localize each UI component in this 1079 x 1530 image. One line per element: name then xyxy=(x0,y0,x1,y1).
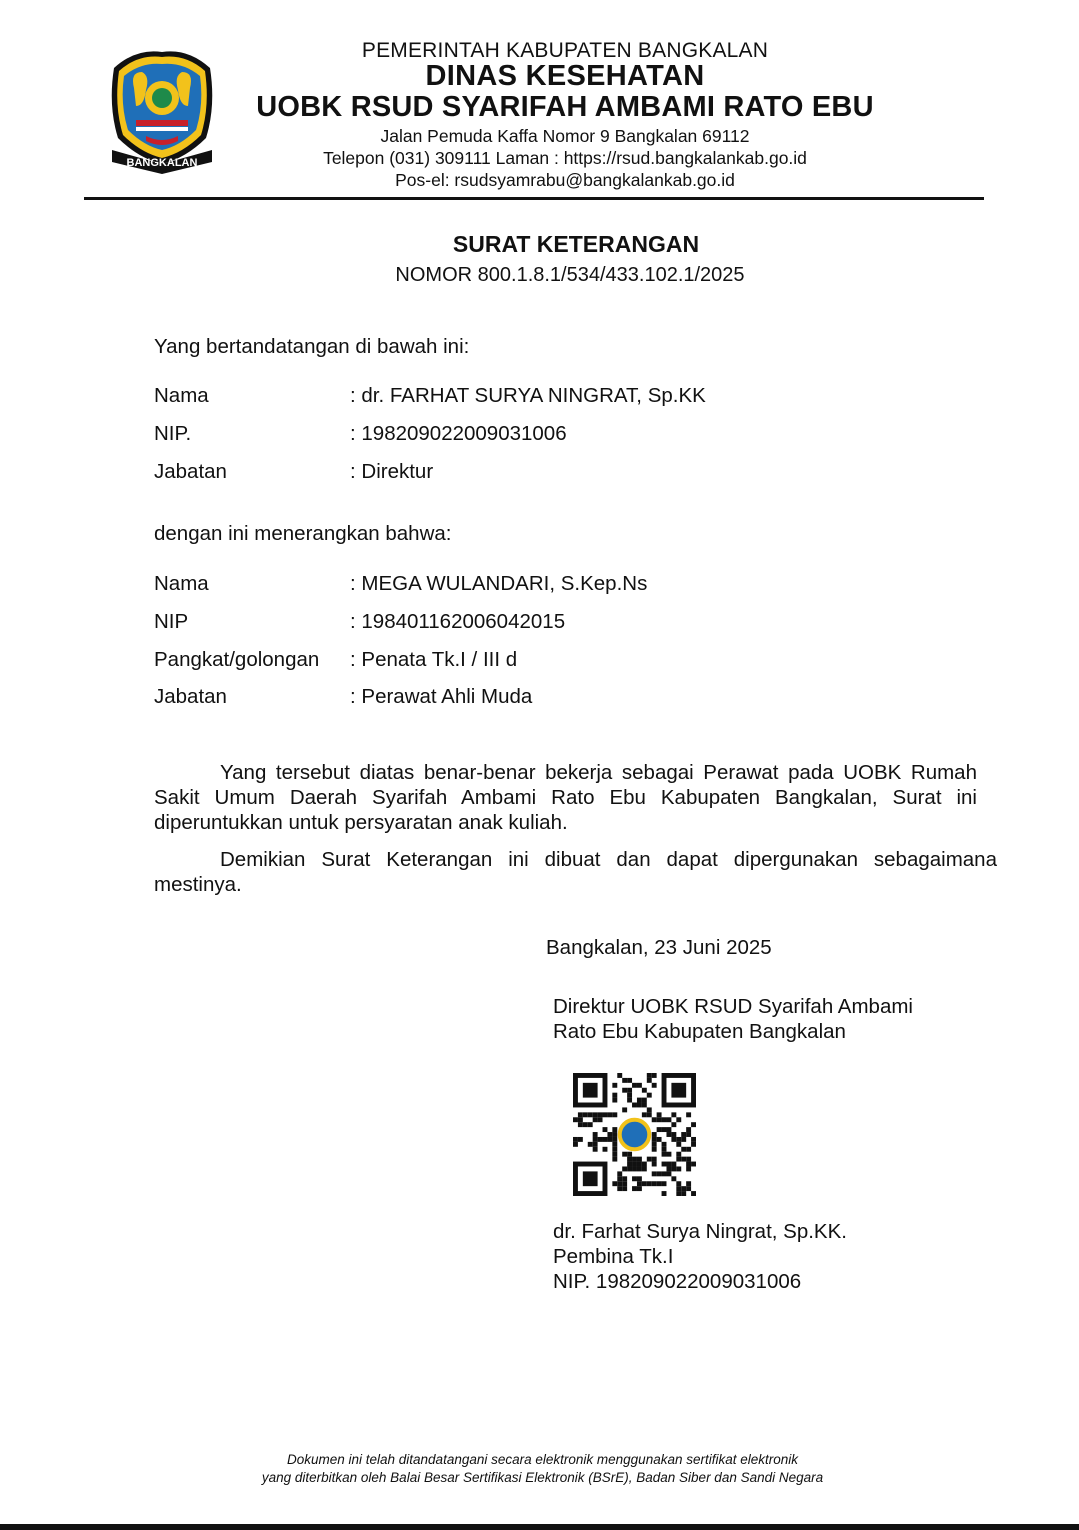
logo-text: BANGKALAN xyxy=(126,157,198,169)
document-number: NOMOR 800.1.8.1/534/433.102.1/2025 xyxy=(395,264,745,286)
body-paragraph-1: Yang tersebut diatas benar-benar bekerja sebagai Perawat pada UOBK Rumah Sakit Umum Daerah Syarifah Ambami Rato Ebu Kabupaten Bangkalan, Surat ini diperuntukkan untuk persyaratan anak kuliah. xyxy=(154,761,977,834)
signer-label: Nama xyxy=(154,384,209,407)
subject-value: : 198401162006042015 xyxy=(350,610,566,633)
place-date: Bangkalan, 23 Juni 2025 xyxy=(546,936,772,959)
signer-name: dr. Farhat Surya Ningrat, Sp.KK. xyxy=(553,1220,847,1243)
body-paragraph-2: Demikian Surat Keterangan ini dibuat dan dapat dipergunakan sebagaimana mestinya. xyxy=(154,848,997,896)
letterhead-divider xyxy=(84,197,984,200)
subject-value: : MEGA WULANDARI, S.Kep.Ns xyxy=(350,572,648,595)
document-title: SURAT KETERANGAN xyxy=(452,231,700,257)
kop-phone: Telepon (031) 309111 Laman : https://rsud.bangkalankab.go.id xyxy=(323,148,807,168)
intro-text: Yang bertandatangan di bawah ini: xyxy=(154,335,470,358)
subject-label: Nama xyxy=(154,572,209,595)
subject-label: Pangkat/golongan xyxy=(154,648,320,671)
signer-label: Jabatan xyxy=(154,460,227,483)
signer-position-line-2: Rato Ebu Kabupaten Bangkalan xyxy=(553,1020,846,1043)
page-bottom-edge xyxy=(0,1524,1079,1530)
esign-footer-line-1: Dokumen ini telah ditandatangani secara elektronik menggunakan sertifikat elektronik xyxy=(286,1452,799,1467)
subject-value: : Penata Tk.I / III d xyxy=(350,648,518,671)
signer-rank: Pembina Tk.I xyxy=(553,1245,674,1268)
signer-nip: NIP. 198209022009031006 xyxy=(553,1270,802,1293)
signer-value: : dr. FARHAT SURYA NINGRAT, Sp.KK xyxy=(350,384,706,407)
kop-email: Pos-el: rsudsyamrabu@bangkalankab.go.id xyxy=(395,170,735,190)
subject-value: : Perawat Ahli Muda xyxy=(350,685,533,708)
kop-government: PEMERINTAH KABUPATEN BANGKALAN xyxy=(361,39,769,62)
qr-code-signature xyxy=(572,1073,697,1196)
esign-footer-line-2: yang diterbitkan oleh Balai Besar Sertifikasi Elektronik (BSrE), Badan Siber dan Sandi Negara xyxy=(261,1470,824,1485)
signer-position-line-1: Direktur UOBK RSUD Syarifah Ambami xyxy=(553,995,913,1018)
signer-value: : Direktur xyxy=(350,460,434,483)
subject-label: Jabatan xyxy=(154,685,227,708)
kop-address: Jalan Pemuda Kaffa Nomor 9 Bangkalan 69112 xyxy=(380,126,750,146)
statement-text: dengan ini menerangkan bahwa: xyxy=(154,522,452,545)
signer-label: NIP. xyxy=(154,422,192,445)
kop-agency: DINAS KESEHATAN xyxy=(425,60,705,92)
kop-hospital: UOBK RSUD SYARIFAH AMBAMI RATO EBU xyxy=(256,91,874,123)
subject-label: NIP xyxy=(154,610,189,633)
signer-value: : 198209022009031006 xyxy=(350,422,567,445)
bangkalan-emblem-logo xyxy=(106,46,218,174)
